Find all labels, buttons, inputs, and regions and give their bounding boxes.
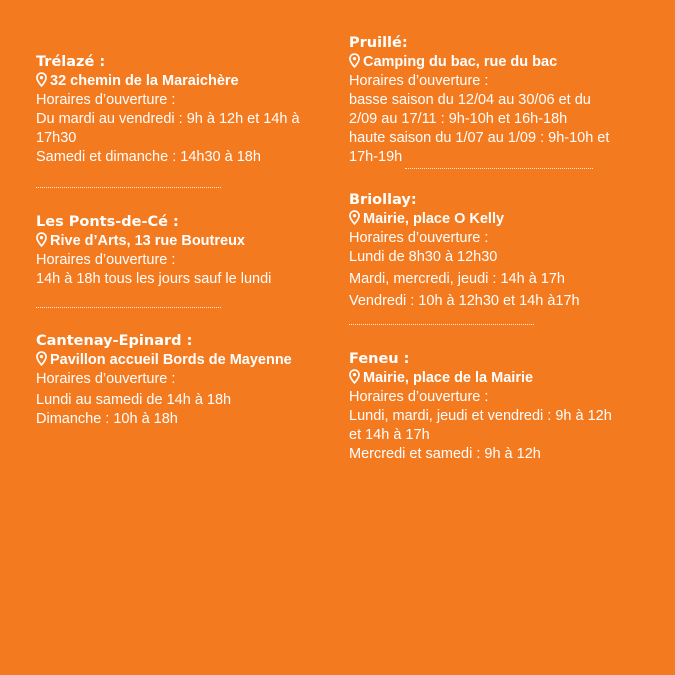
hours-label: Horaires d’ouverture :	[349, 389, 489, 405]
hours-line: 17h30	[36, 130, 77, 146]
hours-line: Dimanche : 10h à 18h	[36, 411, 178, 427]
map-pin-icon	[36, 72, 47, 87]
hours-line: Du mardi au vendredi : 9h à 12h et 14h à	[36, 111, 300, 127]
location-address	[349, 210, 649, 229]
address-text: Mairie, place de la Mairie	[363, 370, 534, 386]
hours-line: Mardi, mercredi, jeudi : 14h à 17h	[349, 271, 565, 287]
location-title: Trélazé :	[36, 54, 106, 70]
location-briollay	[349, 191, 649, 311]
map-pin-icon	[349, 369, 360, 384]
dotted-separator	[36, 307, 221, 308]
hours-line: 17h-19h	[349, 149, 403, 165]
location-address	[36, 72, 336, 91]
hours-label: Horaires d’ouverture :	[349, 73, 489, 89]
dotted-separator	[349, 324, 534, 325]
address-text: Camping du bac, rue du bac	[363, 54, 558, 70]
hours-label: Horaires d’ouverture :	[36, 252, 176, 268]
location-pruille	[349, 34, 649, 167]
address-text: Pavillon accueil Bords de Mayenne	[50, 352, 292, 368]
hours-line: Lundi, mardi, jeudi et vendredi : 9h à 12h	[349, 408, 612, 424]
hours-line: haute saison du 1/07 au 1/09 : 9h-10h et	[349, 130, 610, 146]
hours-label: Horaires d’ouverture :	[349, 230, 489, 246]
address-text: Rive d’Arts, 13 rue Boutreux	[50, 233, 245, 249]
location-address	[349, 369, 649, 388]
address-text: Mairie, place O Kelly	[363, 211, 505, 227]
map-pin-icon	[36, 232, 47, 247]
location-title: Cantenay-Epinard :	[36, 333, 193, 349]
hours-line: Lundi de 8h30 à 12h30	[349, 249, 498, 265]
location-ponts-de-ce	[36, 213, 336, 289]
map-pin-icon	[36, 351, 47, 366]
location-address	[36, 351, 336, 370]
hours-line: 2/09 au 17/11 : 9h-10h et 16h-18h	[349, 111, 568, 127]
dotted-separator	[36, 187, 221, 188]
address-text: 32 chemin de la Maraichère	[50, 73, 239, 89]
location-cantenay-epinard	[36, 332, 336, 429]
hours-line: et 14h à 17h	[349, 427, 430, 443]
location-trelaze	[36, 53, 336, 167]
map-pin-icon	[349, 53, 360, 68]
hours-line: 14h à 18h tous les jours sauf le lundi	[36, 271, 272, 287]
location-title: Briollay:	[349, 192, 417, 208]
location-title: Feneu :	[349, 351, 410, 367]
hours-line: basse saison du 12/04 au 30/06 et du	[349, 92, 591, 108]
hours-line: Lundi au samedi de 14h à 18h	[36, 392, 232, 408]
location-feneu	[349, 350, 649, 464]
location-title: Les Ponts-de-Cé :	[36, 214, 179, 230]
location-address	[349, 53, 649, 72]
hours-line: Samedi et dimanche : 14h30 à 18h	[36, 149, 261, 165]
dotted-separator	[405, 168, 593, 169]
hours-label: Horaires d’ouverture :	[36, 371, 176, 387]
location-address	[36, 232, 336, 251]
hours-label: Horaires d’ouverture :	[36, 92, 176, 108]
location-title: Pruillé:	[349, 35, 408, 51]
hours-line: Mercredi et samedi : 9h à 12h	[349, 446, 541, 462]
hours-line: Vendredi : 10h à 12h30 et 14h à17h	[349, 293, 580, 309]
map-pin-icon	[349, 210, 360, 225]
